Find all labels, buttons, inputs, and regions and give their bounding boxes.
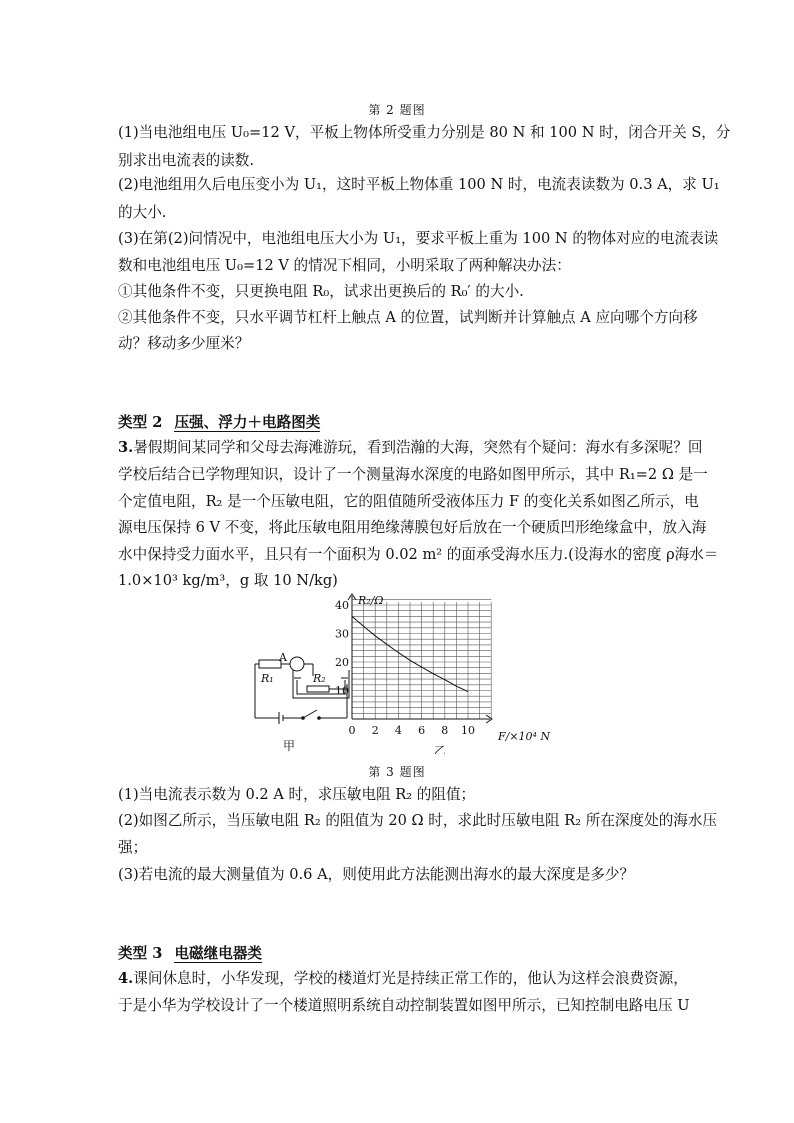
q2-part2-line2: 的大小.: [118, 204, 167, 221]
q3-stem-line3: 个定值电阻，R₂ 是一个压敏电阻，它的阻值随所受液体压力 F 的变化关系如图乙所示，电: [118, 493, 699, 510]
r2-label: R₂: [313, 672, 326, 685]
ammeter-label: A: [279, 651, 287, 664]
x-tick-label: 6: [418, 724, 426, 737]
q2-part3-line1: (3)在第(2)问情况中，电池组电压大小为 U₁，要求平板上重为 100 N 的物体对应的电流表读: [118, 230, 719, 247]
resistance-force-chart: [332, 588, 562, 754]
question-number: 4.: [118, 970, 134, 987]
q3-stem-line1: [118, 438, 703, 458]
q4-stem-line1: [118, 969, 688, 989]
x-tick-label: 8: [441, 724, 449, 737]
section-title: 电磁继电器类: [174, 945, 263, 962]
y-tick-label: 10: [335, 684, 349, 698]
q2-part3-line2: 数和电池组电压 U₀=12 V 的情况下相同，小明采取了两种解决办法：: [118, 257, 571, 274]
x-tick-label: 2: [371, 724, 379, 737]
x-tick-label: 4: [394, 724, 402, 737]
q3-part2-line2: 强；: [118, 839, 148, 856]
ammeter-icon: [290, 657, 304, 671]
q3-stem-line6: 1.0×10³ kg/m³，g 取 10 N/kg): [118, 572, 338, 589]
y-tick-label: 30: [335, 627, 349, 641]
q4-stem-line2: 于是小华为学校设计了一个楼道照明系统自动控制装置如图甲所示，已知控制电路电压 U: [118, 997, 690, 1014]
q3-part2-line1: (2)如图乙所示，当压敏电阻 R₂ 的阻值为 20 Ω 时，求此时压敏电阻 R₂ 所在深度处的海水压: [118, 812, 718, 829]
q2-part1-line1: (1)当电池组电压 U₀=12 V，平板上物体所受重力分别是 80 N 和 100 N 时，闭合开关 S，分: [118, 124, 731, 141]
r1-label: R₁: [261, 672, 274, 685]
resistor-r1: [259, 660, 281, 668]
q4-text: 课间休息时，小华发现，学校的楼道灯光是持续正常工作的，他认为这样会浪费资源，: [133, 970, 688, 987]
q3-stem-line4: 源电压保持 6 V 不变，将此压敏电阻用绝缘薄膜包好后放在一个硬质凹形绝缘盒中，放入海: [118, 519, 707, 536]
section-heading-type3: [118, 942, 262, 963]
q2-method1: ①其他条件不变，只更换电阻 R₀，试求出更换后的 R₀′ 的大小.: [118, 283, 524, 300]
q2-method2-line2: 动？移动多少厘米？: [118, 335, 250, 352]
section-title: 压强、浮力＋电路图类: [174, 414, 321, 431]
q2-method2-line1: ②其他条件不变，只水平调节杠杆上触点 A 的位置，试判断并计算触点 A 应向哪个方向移: [118, 309, 698, 326]
q3-text: 暑假期间某同学和父母去海滩游玩，看到浩瀚的大海，突然有个疑问：海水有多深呢？回: [133, 439, 703, 456]
q2-part2-line1: (2)电池组用久后电压变小为 U₁，这时平板上物体重 100 N 时，电流表读数为 0.3 A，求 U₁: [118, 176, 720, 193]
figure-jia-label: 甲: [282, 739, 296, 753]
pressure-sensor-r2: [307, 686, 329, 692]
switch-icon: [303, 710, 317, 718]
y-tick-label: 40: [335, 599, 349, 612]
question-number: 3.: [118, 439, 134, 456]
y-tick-label: 20: [335, 656, 349, 669]
q3-stem-line5: 水中保持受力面水平，且只有一个面积为 0.02 m² 的面承受海水压力.(设海水的密度 ρ海水＝: [118, 546, 719, 563]
y-axis-label: R₂/Ω: [358, 594, 384, 607]
q2-part1-line2: 别求出电流表的读数.: [118, 152, 254, 169]
section-heading-type2: [118, 411, 320, 432]
q3-part1: (1)当电流表示数为 0.2 A 时，求压敏电阻 R₂ 的阻值；: [118, 786, 476, 803]
section-label: 类型 3: [118, 945, 163, 962]
figure-yi-label: 乙: [433, 744, 447, 754]
figure-2-caption: 第 2 题图: [368, 103, 426, 117]
q3-part3: (3)若电流的最大测量值为 0.6 A，则使用此方法能测出海水的最大深度是多少？: [118, 866, 635, 883]
x-tick-label: 10: [461, 724, 475, 737]
q3-stem-line2: 学校后结合已学物理知识，设计了一个测量海水深度的电路如图甲所示，其中 R₁=2 Ω 是一: [118, 466, 708, 483]
figure-3-caption: 第 3 题图: [368, 765, 426, 779]
section-label: 类型 2: [118, 414, 163, 431]
x-axis-label: F/×10⁴ N: [498, 730, 551, 743]
x-tick-label: 0: [348, 724, 356, 737]
